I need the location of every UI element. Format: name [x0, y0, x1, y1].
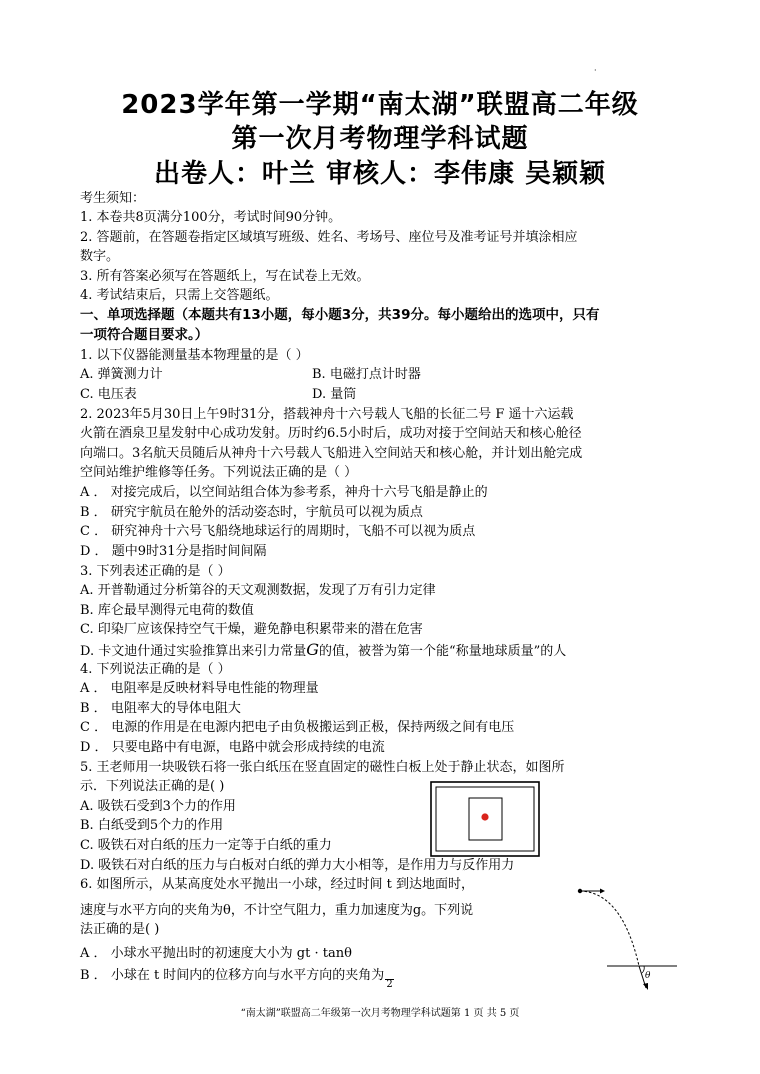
- notice-item-2a: 2. 答题前，在答题卷指定区域填写班级、姓名、考场号、座位号及准考证号并填涂相应: [80, 230, 578, 245]
- q5-option-c: C. 吸铁石对白纸的压力一定等于白纸的重力: [80, 838, 332, 853]
- initial-velocity-arrowhead: [600, 889, 605, 894]
- projectile-figure: [572, 884, 682, 996]
- q2-option-c: C ． 研究神舟十六号飞船绕地球运行的周期时，飞船不可以视为质点: [80, 524, 476, 539]
- notice-item-4: 4. 考试结束后，只需上交答题纸。: [80, 288, 279, 303]
- exam-authors: 出卷人：叶兰 审核人：李伟康 吴颖颖: [153, 159, 607, 189]
- final-velocity-arrowhead: [643, 983, 648, 990]
- q6-option-b-text: B ． 小球在 t 时间内的位移方向与水平方向的夹角为: [80, 968, 385, 983]
- q3-option-a: A. 开普勒通过分析第谷的天文观测数据，发现了万有引力定律: [80, 583, 436, 598]
- q6-stem-2: 速度与水平方向的夹角为θ，不计空气阻力，重力加速度为g。下列说: [80, 903, 474, 918]
- q6-option-a: A ． 小球水平抛出时的初速度大小为 gt · tanθ: [80, 946, 352, 961]
- magnet-icon: [481, 813, 488, 820]
- q1-stem: 1. 以下仪器能测量基本物理量的是（ ）: [80, 348, 309, 363]
- q4-option-b: B ． 电阻率大的导体电阻大: [80, 701, 241, 716]
- q2-option-b: B ． 研究宇航员在舱外的活动姿态时，宇航员可以视为质点: [80, 505, 423, 520]
- gravitational-constant-symbol: G: [306, 640, 320, 659]
- q3-option-d-post: 的值，被誉为第一个能“称量地球质量”的人: [319, 644, 567, 659]
- q5-option-d: D. 吸铁石对白纸的压力与白板对白纸的弹力大小相等，是作用力与反作用力: [80, 858, 515, 873]
- exam-title-line2: 第一次月考物理学科试题: [231, 124, 529, 154]
- notice-item-2b: 数字。: [80, 249, 120, 264]
- q3-option-d-pre: D. 卡文迪什通过实验推算出来引力常量: [80, 644, 307, 659]
- q3-option-c: C. 印染厂应该保持空气干燥，避免静电积累带来的潜在危害: [80, 622, 423, 637]
- q6-stem-1: 6. 如图所示，从某高度处水平抛出一小球，经过时间 t 到达地面时，: [80, 877, 475, 892]
- q3-option-d: [80, 640, 566, 662]
- q6-option-b: [80, 966, 394, 990]
- q4-option-d: D ． 只要电路中有电源，电路中就会形成持续的电流: [80, 740, 385, 755]
- q5-stem-1: 5. 王老师用一块吸铁石将一张白纸压在竖直固定的磁性白板上处于静止状态，如图所: [80, 760, 565, 775]
- q1-option-c: C. 电压表: [80, 387, 137, 402]
- fraction-denominator: 2: [386, 979, 393, 990]
- q2-option-a: A ． 对接完成后，以空间站组合体为参考系，神舟十六号飞船是静止的: [80, 485, 488, 500]
- trajectory-path: [580, 891, 639, 966]
- q6-stem-3: 法正确的是( ): [80, 922, 160, 937]
- notice-item-1: 1. 本卷共8页满分100分，考试时间90分钟。: [80, 210, 342, 225]
- q2-option-d: D ． 题中9时31分是指时间间隔: [80, 544, 267, 559]
- notice-heading: 考生须知：: [80, 191, 146, 206]
- corner-mark: ·: [594, 66, 597, 75]
- section-heading-a: 一、单项选择题（本题共有13小题，每小题3分，共39分。每小题给出的选项中，只有: [80, 307, 600, 323]
- q4-option-c: C ． 电源的作用是在电源内把电子由负极搬运到正极，保持两级之间有电压: [80, 720, 515, 735]
- q5-stem-2: 示．下列说法正确的是( ): [80, 779, 225, 794]
- exam-title-line1: 2023学年第一学期“南太湖”联盟高二年级: [121, 90, 639, 120]
- notice-item-3: 3. 所有答案必须写在答题纸上，写在试卷上无效。: [80, 269, 370, 284]
- q2-stem-2: 火箭在酒泉卫星发射中心成功发射。历时约6.5小时后，成功对接于空间站天和核心舱径: [80, 426, 582, 441]
- q2-stem-1: 2. 2023年5月30日上午9时31分，搭载神舟十六号载人飞船的长征二号 F 遥十六运载: [80, 407, 574, 422]
- q4-option-a: A ． 电阻率是反映材料导电性能的物理量: [80, 681, 319, 696]
- q5-option-a: A. 吸铁石受到3个力的作用: [80, 799, 236, 814]
- q1-option-b: B. 电磁打点计时器: [312, 367, 421, 382]
- q3-stem: 3. 下列表述正确的是（ ）: [80, 564, 231, 579]
- q4-stem: 4. 下列说法正确的是（ ）: [80, 662, 231, 677]
- q5-option-b: B. 白纸受到5个力的作用: [80, 818, 224, 833]
- q2-stem-4: 空间站维护维修等任务。下列说法正确的是（ ）: [80, 465, 358, 480]
- q2-stem-3: 向端口。3名航天员随后从神舟十六号载人飞船进入空间站天和核心舱，并计划出舱完成: [80, 446, 583, 461]
- q1-option-d: D. 量筒: [312, 387, 357, 402]
- whiteboard-figure: [430, 781, 540, 857]
- q1-option-a: A. 弹簧测力计: [80, 367, 163, 382]
- angle-label: θ: [645, 971, 651, 981]
- page-footer: “南太湖”联盟高二年级第一次月考物理学科试题第 1 页 共 5 页: [240, 1008, 520, 1019]
- q3-option-b: B. 库仑最早测得元电荷的数值: [80, 603, 254, 618]
- section-heading-b: 一项符合题目要求。）: [80, 327, 209, 343]
- angle-arc: [642, 966, 644, 973]
